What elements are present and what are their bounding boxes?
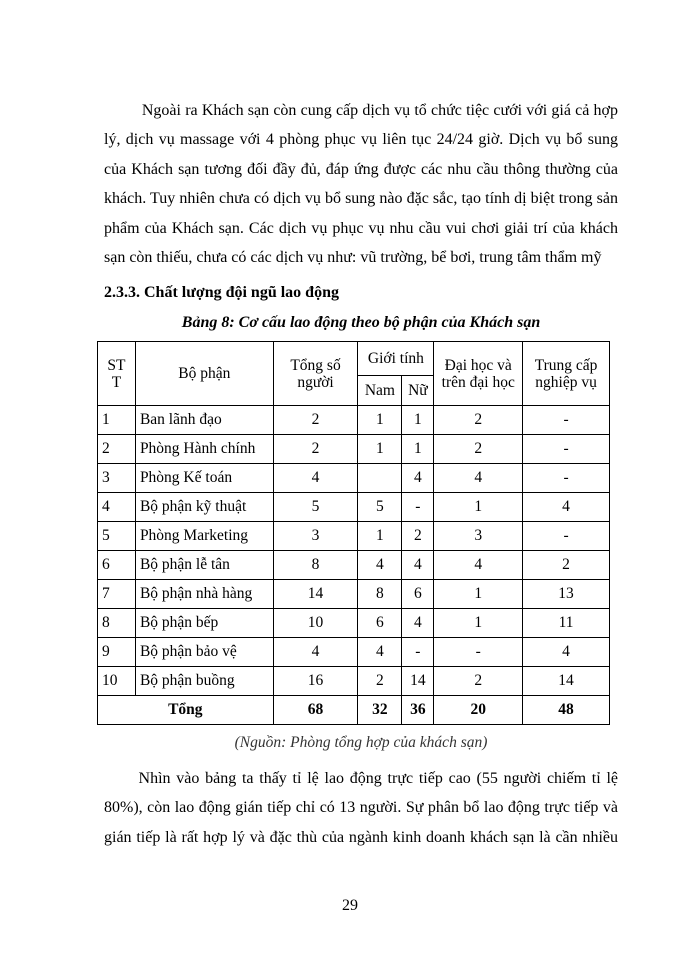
cell-stt: 4: [98, 493, 136, 522]
cell-vocational: 2: [523, 551, 610, 580]
cell-vocational: 13: [523, 580, 610, 609]
table-row: [98, 435, 610, 464]
paragraph-analysis: [104, 764, 618, 852]
cell-female: -: [402, 638, 434, 667]
cell-vocational: 11: [523, 609, 610, 638]
text-line: Ngoài ra Khách sạn còn cung cấp dịch vụ tổ chức tiệc cưới với giá cả hợp: [104, 102, 618, 119]
labor-structure-table: [97, 341, 610, 725]
cell-department: Phòng Hành chính: [135, 435, 273, 464]
cell-vocational: 4: [523, 638, 610, 667]
cell-stt: 3: [98, 464, 136, 493]
cell-university: 1: [434, 580, 523, 609]
header-male: Nam: [358, 376, 402, 406]
cell-stt: 5: [98, 522, 136, 551]
cell-total: 2: [273, 435, 358, 464]
cell-female: 2: [402, 522, 434, 551]
header-department: Bộ phận: [135, 342, 273, 406]
cell-department: Bộ phận bảo vệ: [135, 638, 273, 667]
cell-total: 14: [273, 580, 358, 609]
cell-male: 4: [358, 638, 402, 667]
table-source-note: (Nguồn: Phòng tổng hợp của khách sạn): [234, 734, 488, 751]
cell-female: -: [402, 493, 434, 522]
cell-department: Ban lãnh đạo: [135, 406, 273, 435]
paragraph-services: [104, 96, 618, 272]
table-row: [98, 493, 610, 522]
cell-female: 1: [402, 406, 434, 435]
text-line: khách. Tuy nhiên chưa có dịch vụ bổ sung nào đặc sắc, tạo tính dị biệt trong sản: [104, 190, 618, 208]
cell-university: 3: [434, 522, 523, 551]
total-female: 36: [402, 696, 434, 725]
cell-university: -: [434, 638, 523, 667]
cell-stt: 9: [98, 638, 136, 667]
cell-male: 6: [358, 609, 402, 638]
cell-female: 14: [402, 667, 434, 696]
cell-department: Bộ phận buồng: [135, 667, 273, 696]
cell-male: 4: [358, 551, 402, 580]
cell-department: Bộ phận kỹ thuật: [135, 493, 273, 522]
cell-vocational: 4: [523, 493, 610, 522]
table-row: [98, 580, 610, 609]
cell-total: 8: [273, 551, 358, 580]
cell-male: [358, 464, 402, 493]
cell-total: 4: [273, 638, 358, 667]
cell-stt: 2: [98, 435, 136, 464]
cell-stt: 1: [98, 406, 136, 435]
cell-male: 8: [358, 580, 402, 609]
cell-total: 3: [273, 522, 358, 551]
section-heading: 2.3.3. Chất lượng đội ngũ lao động: [104, 284, 339, 301]
cell-university: 1: [434, 493, 523, 522]
table-row: [98, 551, 610, 580]
cell-female: 4: [402, 551, 434, 580]
cell-male: 1: [358, 522, 402, 551]
cell-total: 10: [273, 609, 358, 638]
table-row: [98, 522, 610, 551]
text-line: lý, dịch vụ massage với 4 phòng phục vụ liên tục 24/24 giờ. Dịch vụ bổ sung: [104, 131, 618, 149]
text-line: của Khách sạn tương đối đầy đủ, đáp ứng được các nhu cầu thông thường của: [104, 160, 618, 178]
cell-total: 2: [273, 406, 358, 435]
cell-stt: 8: [98, 609, 136, 638]
cell-male: 1: [358, 435, 402, 464]
cell-university: 2: [434, 435, 523, 464]
cell-university: 4: [434, 551, 523, 580]
cell-university: 2: [434, 406, 523, 435]
cell-female: 4: [402, 464, 434, 493]
cell-department: Bộ phận lễ tân: [135, 551, 273, 580]
table-row: [98, 406, 610, 435]
cell-total: 4: [273, 464, 358, 493]
cell-female: 1: [402, 435, 434, 464]
total-label: Tổng: [98, 696, 274, 725]
cell-vocational: -: [523, 406, 610, 435]
table-row: [98, 609, 610, 638]
table-row: [98, 464, 610, 493]
total-count: 68: [273, 696, 358, 725]
cell-vocational: -: [523, 464, 610, 493]
cell-male: 1: [358, 406, 402, 435]
header-vocational: Trung cấp nghiệp vụ: [523, 342, 610, 406]
cell-university: 4: [434, 464, 523, 493]
cell-vocational: 14: [523, 667, 610, 696]
text-line: gián tiếp là rất hợp lý và đặc thù của ngành kinh doanh khách sạn là cần nhiều: [104, 828, 618, 846]
cell-stt: 7: [98, 580, 136, 609]
text-line: 80%), còn lao động gián tiếp chỉ có 13 người. Sự phân bổ lao động trực tiếp và: [104, 799, 618, 817]
cell-male: 2: [358, 667, 402, 696]
table-row: [98, 638, 610, 667]
cell-total: 16: [273, 667, 358, 696]
cell-vocational: -: [523, 522, 610, 551]
cell-female: 4: [402, 609, 434, 638]
table-caption: Bảng 8: Cơ cấu lao động theo bộ phận của Khách sạn: [181, 314, 541, 331]
cell-female: 6: [402, 580, 434, 609]
cell-university: 2: [434, 667, 523, 696]
text-line: sạn còn thiếu, chưa có các dịch vụ như: vũ trường, bể bơi, trung tâm thẩm mỹ: [104, 249, 602, 267]
table-row: [98, 667, 610, 696]
total-university: 20: [434, 696, 523, 725]
total-male: 32: [358, 696, 402, 725]
cell-department: Phòng Marketing: [135, 522, 273, 551]
table-total-row: [98, 696, 610, 725]
cell-university: 1: [434, 609, 523, 638]
cell-department: Bộ phận nhà hàng: [135, 580, 273, 609]
cell-male: 5: [358, 493, 402, 522]
header-university: Đại học và trên đại học: [434, 342, 523, 406]
cell-stt: 10: [98, 667, 136, 696]
text-line: phẩm của Khách sạn. Các dịch vụ phục vụ nhu cầu vui chơi giải trí của khách: [104, 219, 618, 237]
header-stt: ST T: [98, 342, 136, 406]
text-line: Nhìn vào bảng ta thấy tỉ lệ lao động trực tiếp cao (55 người chiếm tỉ lệ: [104, 770, 618, 787]
cell-total: 5: [273, 493, 358, 522]
cell-department: Phòng Kế toán: [135, 464, 273, 493]
total-vocational: 48: [523, 696, 610, 725]
cell-vocational: -: [523, 435, 610, 464]
header-total: Tổng số người: [273, 342, 358, 406]
header-female: Nữ: [402, 376, 434, 406]
cell-stt: 6: [98, 551, 136, 580]
page-number: 29: [342, 897, 358, 914]
cell-department: Bộ phận bếp: [135, 609, 273, 638]
header-gender: Giới tính: [358, 342, 434, 376]
